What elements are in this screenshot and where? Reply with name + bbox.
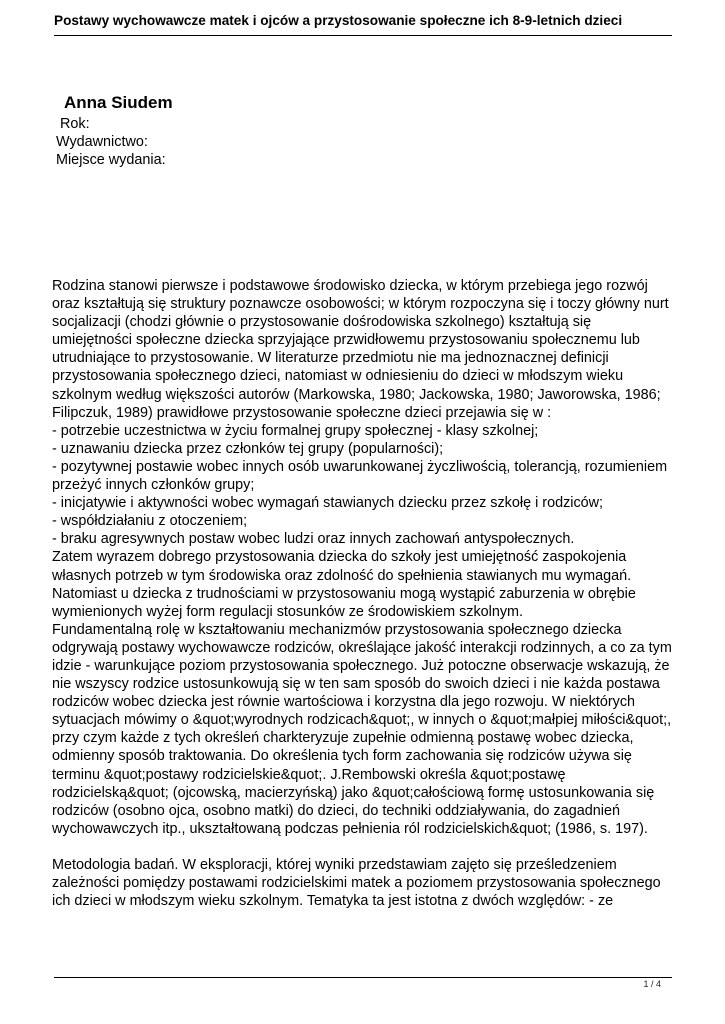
year-label: Rok:: [60, 116, 90, 132]
intro-paragraph: Rodzina stanowi pierwsze i podstawowe środowisko dziecka, w którym przebiega jego rozwój oraz kształtują się struktury poznawcze osobowości; w którym rozpoczyna się i toczy główny nurt socjalizacji (chodzi głównie o przystosowanie dośrodowiska szkolnego) kształtują się umiejętności społeczne dziecka sprzyjające przwidłowemu przystosowaniu społecznemu lub utrudniające to przystosowanie. W literaturze przedmiotu nie ma jednoznacznej definicji przystosowania społecznego dzieci, natomiast w odniesieniu do dzieci w młodszym wieku szkolnym według większości autorów (Markowska, 1980; Jackowska, 1980; Jaworowska, 1986; Filipczuk, 1989) prawidłowe przystosowanie społeczne dzieci przejawia się w :: [52, 278, 669, 421]
adjustment-paragraph: Zatem wyrazem dobrego przystosowania dziecka do szkoły jest umiejętność zaspokojenia własnych potrzeb w tym środowiska oraz zdolność do spełnienia stawianych mu wymagań. Natomiast u dziecka z trudnościami w przystosowaniu mogą wystąpić zaburzenia w obrębie wymienionych wyżej form regulacji stosunków ze środowiskiem szkolnym.: [52, 549, 636, 620]
header-divider: [54, 35, 672, 36]
place-label: Miejsce wydania:: [56, 152, 166, 168]
list-item: - potrzebie uczestnictwa w życiu formalnej grupy społecznej - klasy szkolnej;: [52, 422, 539, 439]
author-name: Anna Siudem: [64, 93, 173, 112]
methodology-paragraph: Metodologia badań. W eksploracji, której wyniki przedstawiam zajęto się prześledzeniem zależności pomiędzy postawami rodzicielskimi matek a poziomem przystosowania społecznego ich dzieci w młodszym wieku szkolnym. Tematyka ta jest istotna z dwóch względów: - ze: [52, 857, 661, 910]
paragraph-spacer: [52, 838, 672, 856]
list-item: - współdziałaniu z otoczeniem;: [52, 513, 248, 530]
parental-attitudes-paragraph: Fundamentalną rolę w kształtowaniu mechanizmów przystosowania społecznego dziecka odgrywają postawy wychowawcze rodziców, określające jakość interakcji rodzinnych, a co za tym idzie - warunkujące poziom przystosowania społecznego. Już potoczne obserwacje wskazują, że nie wszyscy rodzice ustosunkowują się w ten sam sposób do swoich dzieci i nie każda postawa rodziców wobec dziecka jest równie wartościowa i korzystna dla jego rozwoju. W niektórych sytuacjach mówimy o &quot;wyrodnych rodzicach&quot;, w innych o &quot;małpiej miłości&quot;, przy czym każde z tych określeń charkteryzuje zupełnie odmienną postawę wobec dziecka, odmienny sposób traktowania. Do określenia tych form zachowania się rodziców używa się terminu &quot;postawy rodzicielskie&quot;. J.Rembowski określa &quot;postawę rodzicielską&quot; (ojcowską, macierzyńską) jako &quot;całościową formę ustosunkowania się rodziców (osobno ojca, osobno matki) do dzieci, do techniki oddziaływania, do zagadnień wychowawczych itp., ukształtowaną podczas pełnienia ról rodzicielskich&quot; (1986, s. 197).: [52, 621, 672, 837]
document-header-title: Postawy wychowawcze matek i ojców a przystosowanie społeczne ich 8-9-letnich dzieci: [54, 13, 623, 28]
list-item: - pozytywnej postawie wobec innych osób uwarunkowanej życzliwością, tolerancją, rozumieniem przeżyć innych członków grupy;: [52, 458, 668, 494]
publisher-label: Wydawnictwo:: [56, 134, 148, 150]
list-item: - braku agresywnych postaw wobec ludzi oraz innych zachowań antyspołecznych.: [52, 531, 575, 548]
article-body: [52, 277, 672, 910]
list-item: - inicjatywie i aktywności wobec wymagań stawianych dziecku przez szkołę i rodziców;: [52, 495, 604, 512]
page-number: 1 / 4: [643, 979, 661, 989]
list-item: - uznawaniu dziecka przez członków tej grupy (popularności);: [52, 440, 444, 457]
footer-divider: [54, 977, 672, 978]
